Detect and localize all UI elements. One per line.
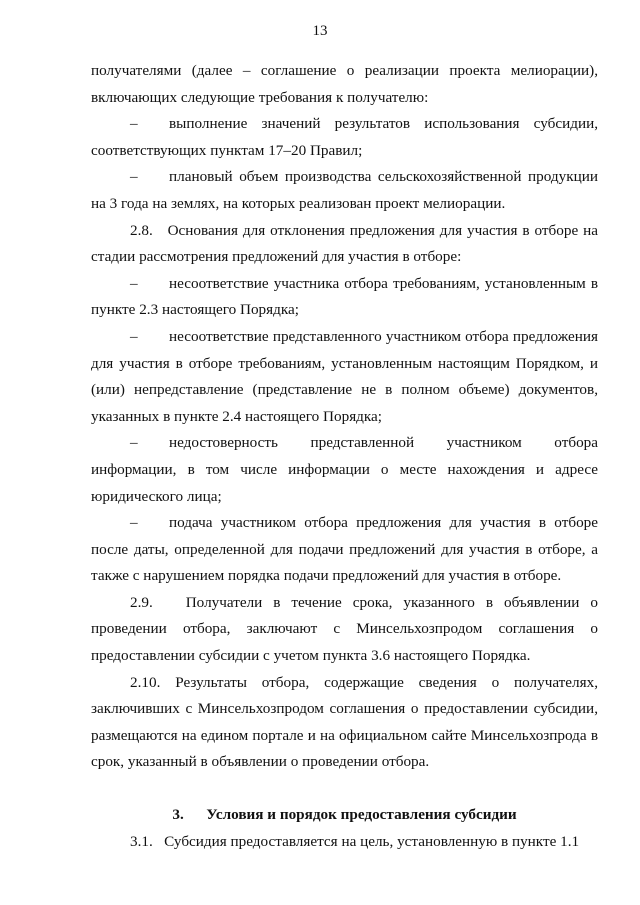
paragraph-text: Основания для отклонения предложения для участия в отборе на стадии рассмотрения предложений для участия в отборе: <box>91 221 598 266</box>
section-title: Условия и порядок предоставления субсидии <box>206 806 517 824</box>
list-item-text: плановый объем производства сельскохозяйственной продукции на 3 года на землях, на которых реализован проект мелиорации. <box>91 168 598 212</box>
paragraph-text: Результаты отбора, содержащие сведения о получателях, заключивших с Минсельхозпродом соглашения о предоставлении субсидии, размещаются на едином портале и на официальном сайте Минсельхозпрода в срок, указанный в объявлении о проведении отбора. <box>91 673 599 771</box>
list-item-dash <box>91 430 598 510</box>
paragraph-text: Получатели в течение срока, указанного в объявлении о проведении отбора, заключают с Минсельхозпродом соглашения о предоставлении субсидии с учетом пункта 3.6 настоящего Порядка. <box>91 593 598 665</box>
dash-marker: – <box>130 115 138 133</box>
document-body <box>91 58 598 855</box>
section-heading <box>91 802 598 829</box>
paragraph-number: 2.9. <box>130 593 153 611</box>
paragraph-number: 2.8. <box>130 221 153 239</box>
dash-marker: – <box>130 274 138 292</box>
paragraph-text: получателями (далее – соглашение о реализации проекта мелиорации), включающих следующие требования к получателю: <box>91 62 598 106</box>
list-item-dash <box>91 271 598 324</box>
page-number: 13 <box>312 23 328 39</box>
section-number: 3. <box>172 806 184 824</box>
paragraph-number: 2.10. <box>130 673 161 691</box>
list-item-text: несоответствие участника отбора требованиям, установленным в пункте 2.3 настоящего Порядка; <box>91 274 598 319</box>
list-item-text: несоответствие представленного участником отбора предложения для участия в отборе требованиям, установленным настоящим Порядком, и (или) непредставление (представление не в полном объеме) документов, указанных в пункте 2.4 настоящего Порядка; <box>91 327 598 425</box>
paragraph-number: 3.1. <box>130 832 153 850</box>
numbered-paragraph-2-10 <box>91 670 598 776</box>
paragraph-text: Субсидия предоставляется на цель, установленную в пункте 1.1 <box>164 832 580 850</box>
numbered-paragraph-3-1 <box>91 829 598 856</box>
dash-marker: – <box>130 434 138 452</box>
numbered-paragraph-2-9 <box>91 590 598 670</box>
dash-marker: – <box>130 514 138 532</box>
dash-marker: – <box>130 327 138 345</box>
list-item-dash <box>91 324 598 430</box>
list-item-text: подача участником отбора предложения для участия в отборе после даты, определенной для подачи предложений для участия в отборе, а также с нарушением порядка подачи предложений для участия в отборе. <box>91 514 598 585</box>
list-item-text: выполнение значений результатов использования субсидии, соответствующих пунктам 17–20 Правил; <box>91 115 598 159</box>
paragraph-continuation <box>91 58 598 111</box>
numbered-paragraph-2-8 <box>91 218 598 271</box>
list-item-dash <box>91 111 598 164</box>
list-item-text: недостоверность представленной участником отбора информации, в том числе информации о месте нахождения и адресе юридического лица; <box>91 434 598 505</box>
dash-marker: – <box>130 168 138 186</box>
list-item-dash <box>91 164 598 217</box>
list-item-dash <box>91 510 598 590</box>
